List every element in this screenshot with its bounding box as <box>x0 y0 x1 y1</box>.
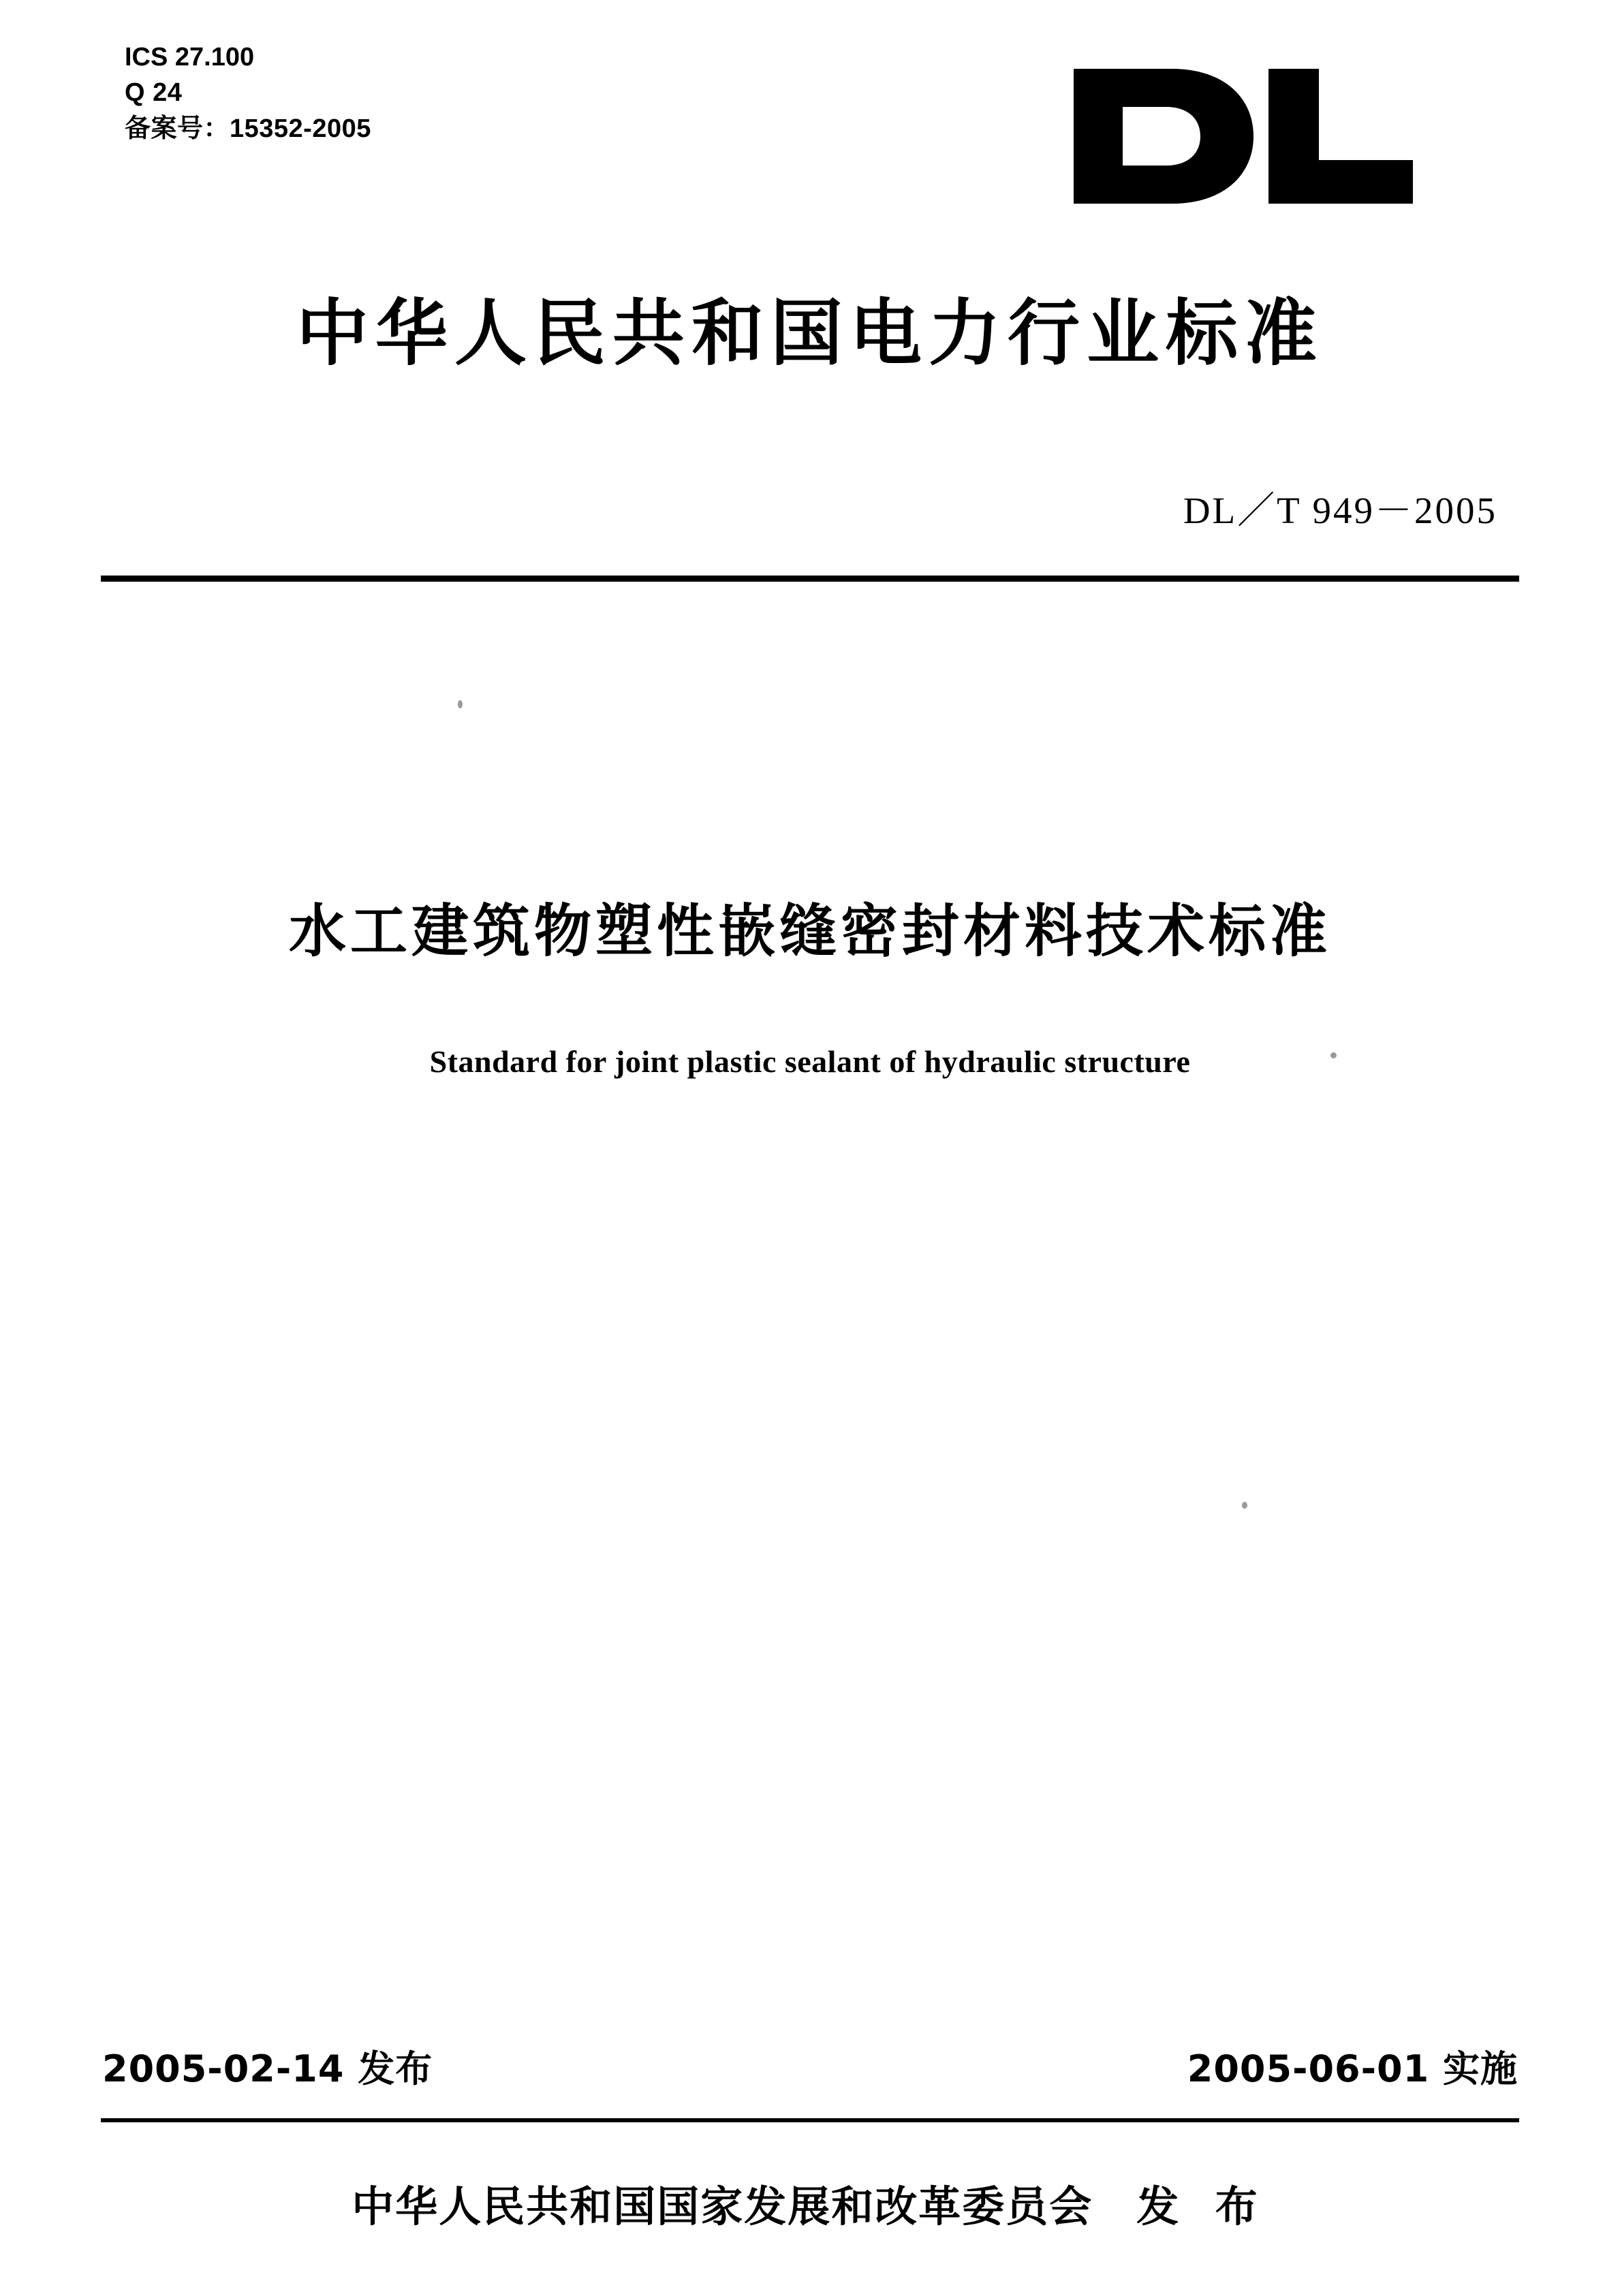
dl-emblem-icon <box>1070 65 1417 208</box>
classification-code: Q 24 <box>125 78 183 108</box>
ics-code: ICS 27.100 <box>125 43 255 72</box>
issue-date: 2005-02-14 发布 <box>102 2047 433 2090</box>
publisher-action: 发 布 <box>1136 2182 1268 2231</box>
scan-speck <box>1242 1502 1247 1509</box>
issuing-body-title: 中华人民共和国电力行业标准 <box>296 292 1324 375</box>
effective-date: 2005-06-01 实施 <box>1187 2047 1518 2090</box>
header-divider <box>101 576 1519 582</box>
publisher-line <box>0 2173 1620 2233</box>
document-title-english: Standard for joint plastic sealant of hydraulic structure <box>429 1044 1191 1079</box>
scan-speck <box>458 700 463 708</box>
standard-number: DL／T 949－2005 <box>1183 490 1497 531</box>
document-title-chinese: 水工建筑物塑性嵌缝密封材料技术标准 <box>288 898 1331 964</box>
record-number: 备案号：15352-2005 <box>125 114 371 143</box>
footer-divider <box>101 2118 1519 2122</box>
cover-metadata <box>125 40 371 146</box>
publisher-name: 中华人民共和国国家发展和改革委员会 <box>352 2182 1093 2231</box>
